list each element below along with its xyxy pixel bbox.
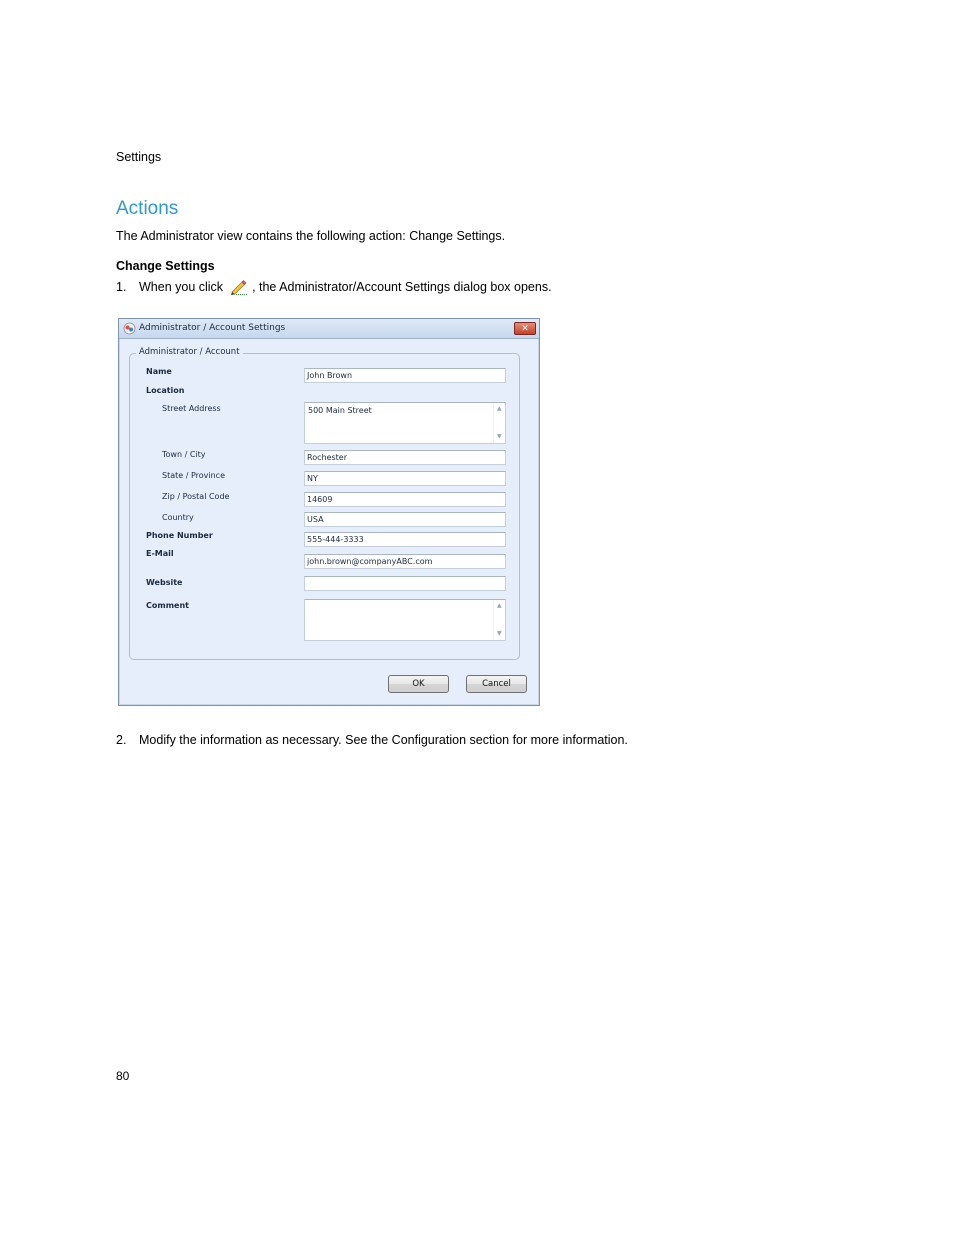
phone-label: Phone Number xyxy=(146,531,213,540)
comment-field[interactable] xyxy=(304,599,506,641)
email-field[interactable]: john.brown@companyABC.com xyxy=(304,554,506,569)
scroll-down-icon[interactable]: ▼ xyxy=(497,630,502,637)
page-number: 80 xyxy=(116,1069,130,1083)
running-header: Settings xyxy=(116,150,162,164)
phone-field[interactable]: 555-444-3333 xyxy=(304,532,506,547)
town-label: Town / City xyxy=(162,450,206,459)
street-field[interactable] xyxy=(304,402,506,444)
country-field[interactable]: USA xyxy=(304,512,506,527)
step-1-text-before: When you click xyxy=(139,280,224,294)
step-1 xyxy=(116,279,552,295)
street-value: 500 Main Street xyxy=(308,406,372,415)
email-label: E-Mail xyxy=(146,549,174,558)
subheading-change-settings: Change Settings xyxy=(116,259,215,273)
account-settings-dialog xyxy=(118,318,540,706)
dialog-titlebar xyxy=(119,319,539,339)
street-label: Street Address xyxy=(162,404,221,413)
step-2 xyxy=(116,733,628,747)
group-title: Administrator / Account xyxy=(136,347,243,357)
account-groupbox xyxy=(129,347,520,660)
pencil-icon xyxy=(228,279,248,295)
dialog-title: Administrator / Account Settings xyxy=(139,323,286,333)
intro-paragraph: The Administrator view contains the following action: Change Settings. xyxy=(116,229,506,243)
website-field[interactable] xyxy=(304,576,506,591)
state-field[interactable]: NY xyxy=(304,471,506,486)
ok-button[interactable]: OK xyxy=(388,675,449,693)
zip-field[interactable]: 14609 xyxy=(304,492,506,507)
scroll-down-icon[interactable]: ▼ xyxy=(497,433,502,440)
country-label: Country xyxy=(162,513,194,522)
step-1-number: 1. xyxy=(116,280,127,294)
step-2-text: Modify the information as necessary. See the Configuration section for more information. xyxy=(139,733,628,747)
location-label: Location xyxy=(146,386,185,395)
website-label: Website xyxy=(146,578,183,587)
close-icon: ✕ xyxy=(521,323,529,333)
zip-label: Zip / Postal Code xyxy=(162,492,230,501)
name-field[interactable]: John Brown xyxy=(304,368,506,383)
step-2-number: 2. xyxy=(116,733,127,747)
cancel-button[interactable]: Cancel xyxy=(466,675,527,693)
street-scrollbar[interactable] xyxy=(493,403,505,443)
comment-scrollbar[interactable] xyxy=(493,600,505,640)
comment-label: Comment xyxy=(146,601,189,610)
section-title: Actions xyxy=(116,198,179,219)
close-button[interactable] xyxy=(514,322,536,335)
state-label: State / Province xyxy=(162,471,225,480)
step-1-text-after: , the Administrator/Account Settings dialog box opens. xyxy=(252,280,552,294)
scroll-up-icon[interactable]: ▲ xyxy=(497,405,502,412)
app-icon xyxy=(123,322,136,335)
town-field[interactable]: Rochester xyxy=(304,450,506,465)
scroll-up-icon[interactable]: ▲ xyxy=(497,602,502,609)
name-label: Name xyxy=(146,367,172,376)
